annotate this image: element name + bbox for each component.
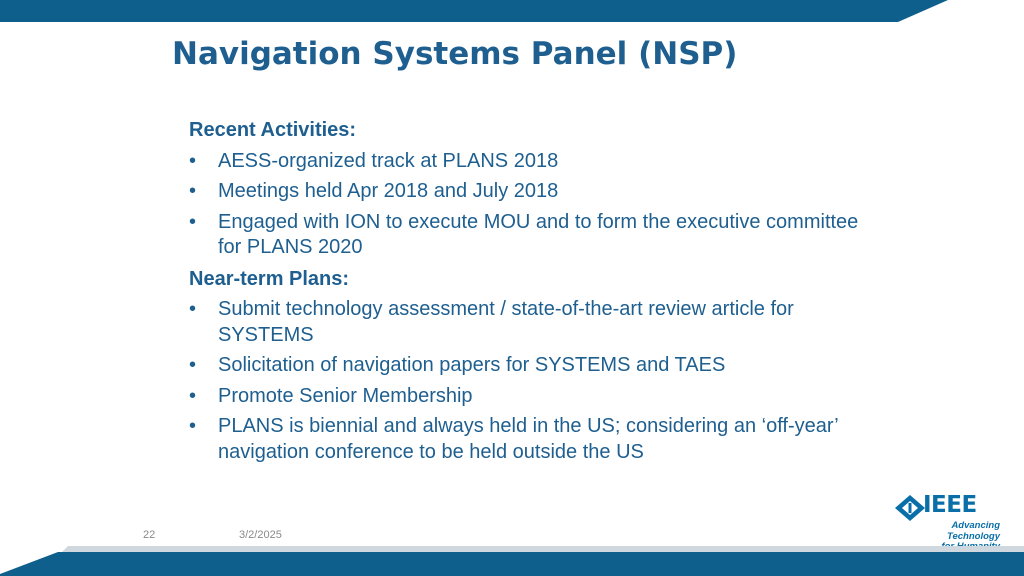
section-heading-recent-activities: Recent Activities: [189, 119, 357, 141]
list-item: • Submit technology assessment / state-of-the-art review article for SYSTEMS [189, 298, 794, 346]
list-item: • PLANS is biennial and always held in the US; considering an ‘off-year’ navigation conference to be held outside the US [189, 415, 838, 463]
section-heading-near-term-plans: Near-term Plans: [189, 267, 350, 290]
ieee-tagline: Advancing Technology [947, 520, 1000, 542]
bullet-icon: • [189, 354, 197, 376]
slide-content [189, 118, 869, 471]
slide-date: 3/2/2025 [239, 529, 282, 541]
list-item: • Engaged with ION to execute MOU and to form the executive committee for PLANS 2020 [189, 210, 859, 258]
page-number: 22 [143, 529, 156, 541]
recent-activities-list [189, 149, 869, 261]
list-item: • AESS-organized track at PLANS 2018 [189, 149, 869, 175]
bullet-icon: • [189, 180, 197, 202]
bullet-icon: • [189, 298, 197, 320]
bullet-icon: • [189, 210, 197, 233]
bottom-banner [0, 546, 1024, 576]
ieee-wordmark: IEEE [923, 492, 977, 518]
list-item: • Solicitation of navigation papers for SYSTEMS and TAES [189, 353, 869, 379]
bullet-icon: • [189, 384, 197, 407]
list-item: • Promote Senior Membership [189, 384, 869, 410]
bullet-icon: • [189, 415, 197, 437]
top-banner [0, 0, 1024, 22]
slide-title: Navigation Systems Panel (NSP) [172, 36, 738, 72]
list-item: • Meetings held Apr 2018 and July 2018 [189, 179, 869, 205]
near-term-plans-list [189, 297, 869, 465]
bullet-icon: • [189, 149, 197, 172]
